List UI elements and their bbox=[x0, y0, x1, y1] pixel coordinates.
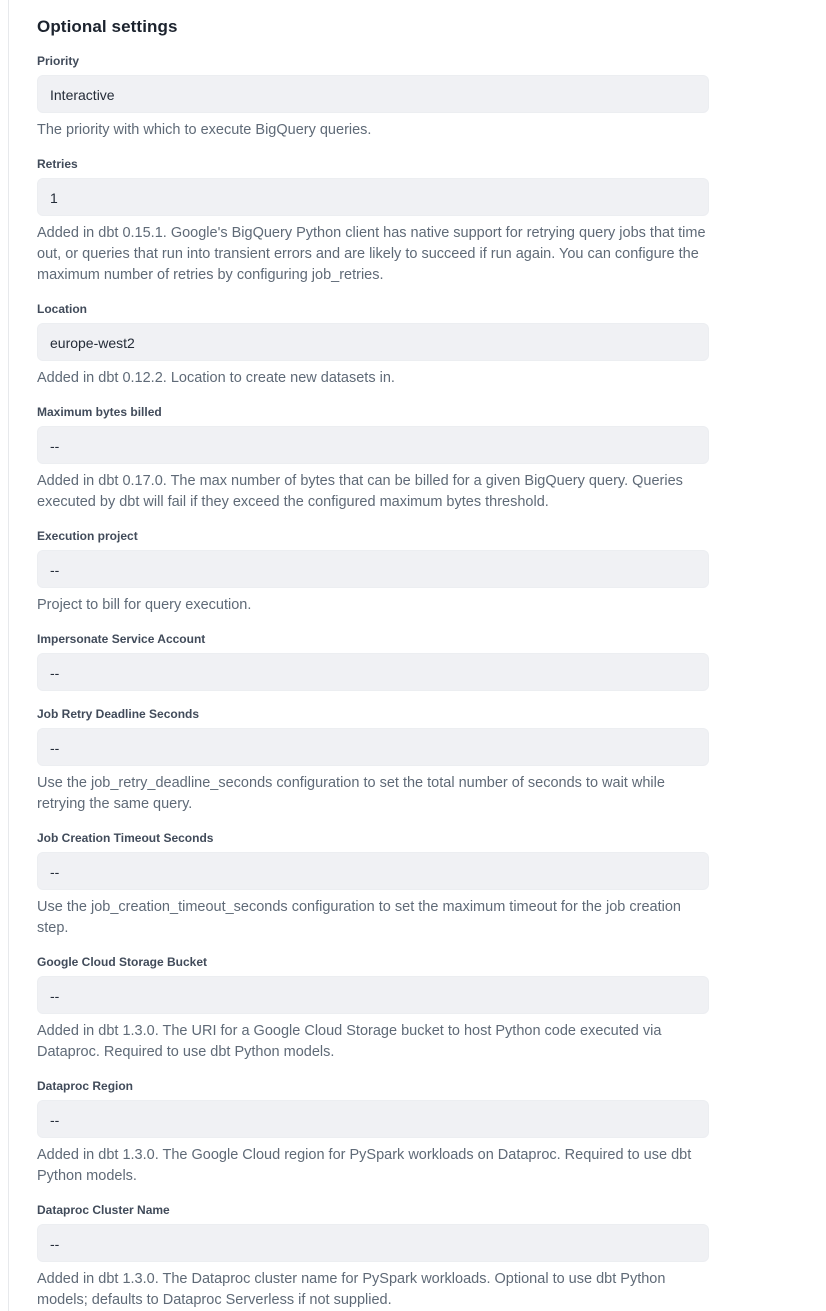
field-label: Impersonate Service Account bbox=[37, 632, 206, 646]
field-label: Google Cloud Storage Bucket bbox=[37, 955, 208, 969]
form-field bbox=[37, 405, 709, 513]
field-input[interactable]: -- bbox=[37, 976, 709, 1014]
field-label: Location bbox=[37, 302, 87, 316]
form-field bbox=[37, 529, 709, 616]
field-label: Dataproc Region bbox=[37, 1079, 134, 1093]
field-help-text: Added in dbt 1.3.0. The Dataproc cluster name for PySpark workloads. Optional to use dbt Python models; defaults to Dataproc Serverless if not supplied. bbox=[37, 1271, 666, 1308]
field-input[interactable]: -- bbox=[37, 1224, 709, 1262]
form-field bbox=[37, 54, 709, 141]
field-help-text: Use the job_retry_deadline_seconds configuration to set the total number of seconds to wait while retrying the same query. bbox=[37, 775, 665, 812]
form-field bbox=[37, 1079, 709, 1187]
field-label: Retries bbox=[37, 157, 78, 171]
panel-left-divider bbox=[8, 0, 9, 1311]
form-field bbox=[37, 632, 709, 691]
field-help-text: Use the job_creation_timeout_seconds configuration to set the maximum timeout for the job creation step. bbox=[37, 899, 681, 936]
field-input[interactable]: -- bbox=[37, 1100, 709, 1138]
field-input[interactable]: -- bbox=[37, 550, 709, 588]
field-label: Execution project bbox=[37, 529, 138, 543]
field-input[interactable]: -- bbox=[37, 426, 709, 464]
field-label: Dataproc Cluster Name bbox=[37, 1203, 170, 1217]
field-label: Job Retry Deadline Seconds bbox=[37, 707, 200, 721]
field-help-text: Added in dbt 1.3.0. The Google Cloud region for PySpark workloads on Dataproc. Required to use dbt Python models. bbox=[37, 1147, 692, 1184]
form-field bbox=[37, 302, 709, 389]
field-help-text: Added in dbt 0.12.2. Location to create new datasets in. bbox=[37, 370, 395, 386]
form-field bbox=[37, 1203, 709, 1311]
form-field bbox=[37, 955, 709, 1063]
field-help-text: Added in dbt 1.3.0. The URI for a Google Cloud Storage bucket to host Python code executed via Dataproc. Required to use dbt Python models. bbox=[37, 1023, 662, 1060]
field-label: Priority bbox=[37, 54, 80, 68]
field-help-text: Added in dbt 0.15.1. Google's BigQuery Python client has native support for retrying query jobs that time out, or queries that run into transient errors and are likely to succeed if run again. You can configure the maximum number of retries by configuring job_retries. bbox=[37, 225, 706, 283]
field-input[interactable]: -- bbox=[37, 653, 709, 691]
field-input[interactable]: -- bbox=[37, 852, 709, 890]
field-label: Maximum bytes billed bbox=[37, 405, 162, 419]
fields-list bbox=[37, 54, 709, 1311]
form-field bbox=[37, 831, 709, 939]
field-help-text: Project to bill for query execution. bbox=[37, 597, 252, 613]
form-field bbox=[37, 707, 709, 815]
section-title: Optional settings bbox=[37, 17, 178, 36]
field-help-text: Added in dbt 0.17.0. The max number of bytes that can be billed for a given BigQuery query. Queries executed by dbt will fail if they exceed the configured maximum bytes threshold. bbox=[37, 473, 683, 510]
field-help-text: The priority with which to execute BigQuery queries. bbox=[37, 122, 372, 138]
field-input[interactable]: Interactive bbox=[37, 75, 709, 113]
optional-settings-section bbox=[37, 0, 709, 1311]
field-input[interactable]: 1 bbox=[37, 178, 709, 216]
field-input[interactable]: -- bbox=[37, 728, 709, 766]
field-input[interactable]: europe-west2 bbox=[37, 323, 709, 361]
field-label: Job Creation Timeout Seconds bbox=[37, 831, 214, 845]
form-field bbox=[37, 157, 709, 286]
